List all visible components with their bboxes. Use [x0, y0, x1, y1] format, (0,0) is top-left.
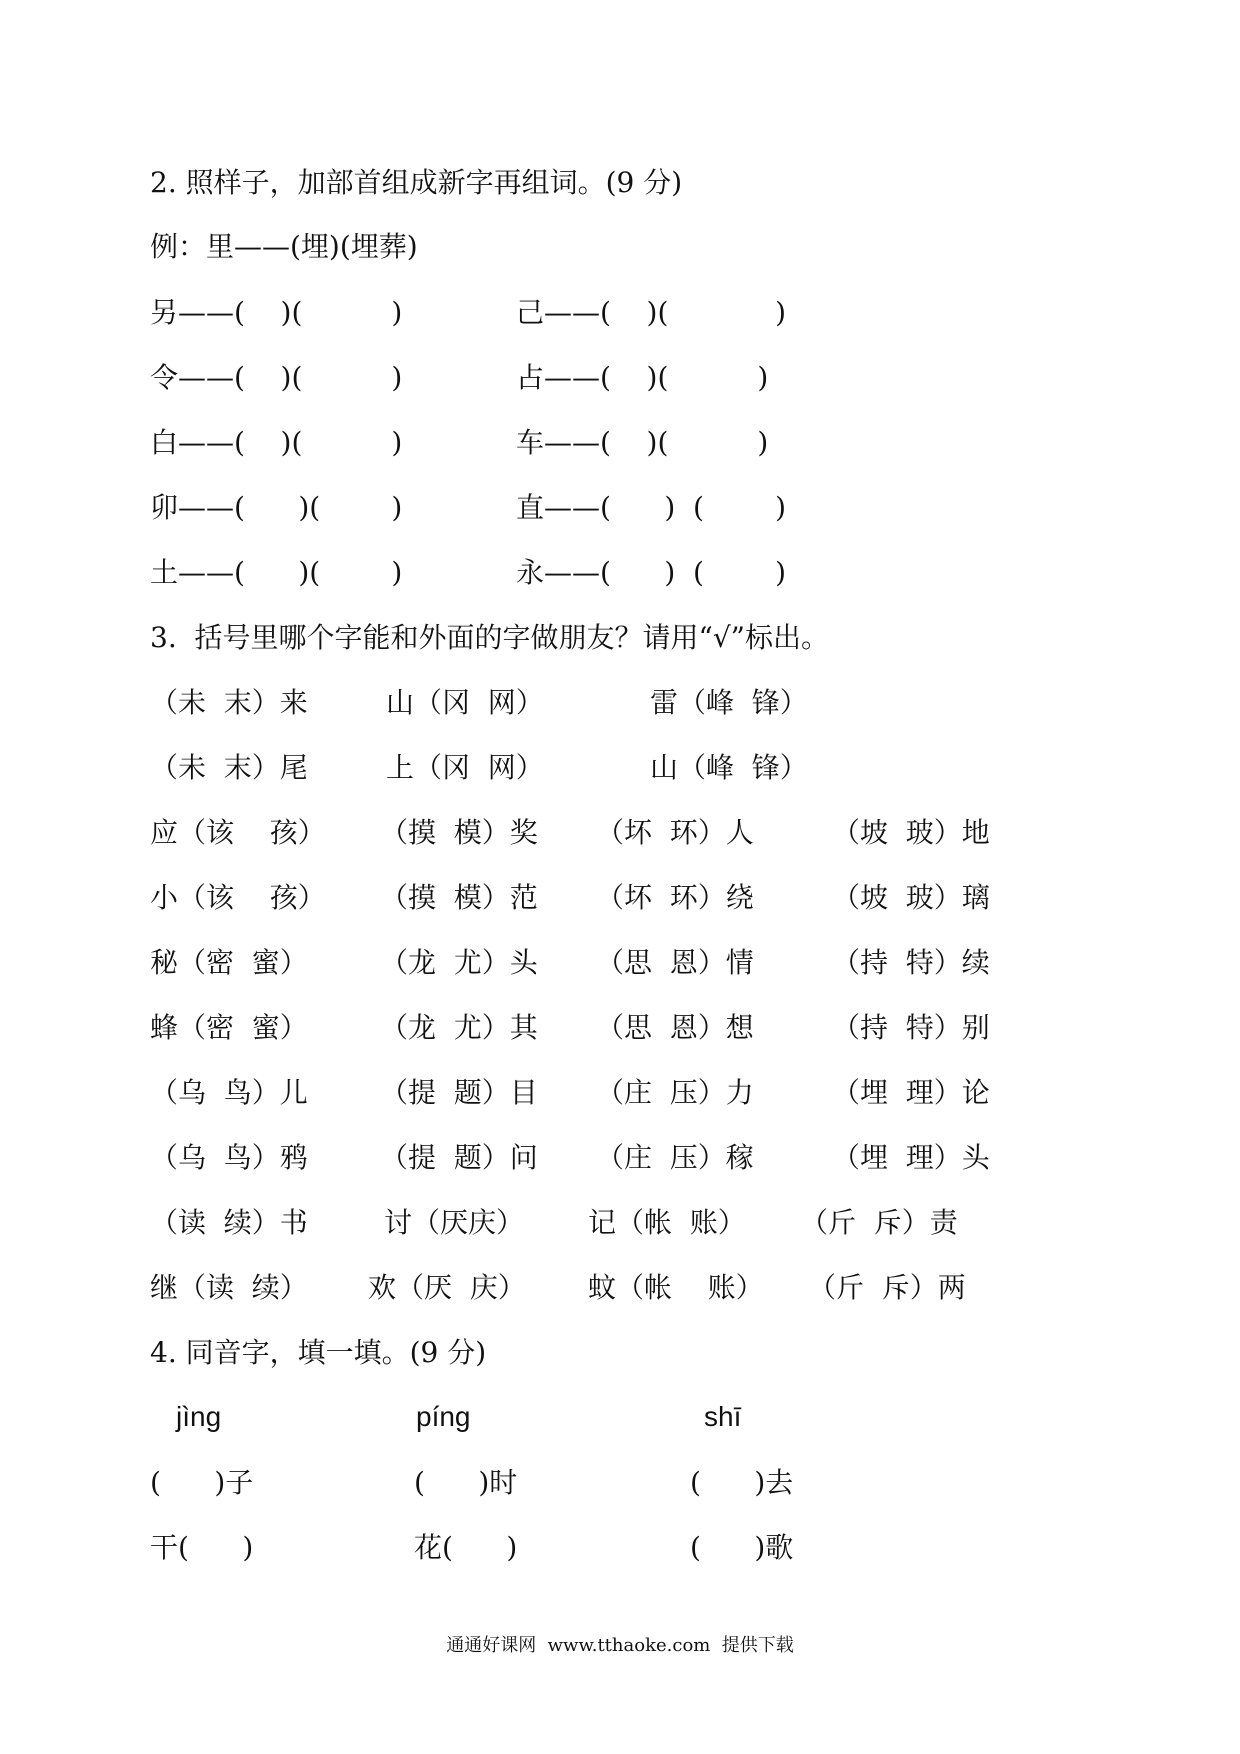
- q3-row-1-col-1: （未 末）来: [150, 686, 308, 719]
- q3-row-2-col-2: 上（冈 网）: [386, 751, 544, 784]
- q2-row-2-left: 令——( )( ): [150, 361, 403, 394]
- q3-row-9-col-1: （读 续）书: [150, 1206, 308, 1239]
- q3-row-8-col-4: （埋 理）头: [832, 1141, 990, 1174]
- q4-row-1-col-1: ( )子: [150, 1466, 254, 1499]
- q4-row-2-col-3: ( )歌: [690, 1531, 794, 1564]
- q2-row-2-right: 占——( )( ): [516, 361, 769, 394]
- q2-row-5-left: 土——( )( ): [150, 556, 403, 589]
- footer-watermark: 通通好课网 www.tthaoke.com 提供下载: [446, 1635, 794, 1656]
- q3-row-10-col-1: 继（读 续）: [150, 1271, 308, 1304]
- q3-row-1-col-3: 雷（峰 锋）: [650, 686, 808, 719]
- q3-row-8-col-3: （庄 压）稼: [596, 1141, 754, 1174]
- q3-row-2-col-1: （未 末）尾: [150, 751, 308, 784]
- q2-row-5-right: 永——( ) ( ): [516, 556, 787, 589]
- q3-row-4-col-2: （摸 模）范: [380, 881, 538, 914]
- q3-row-8-col-2: （提 题）问: [380, 1141, 538, 1174]
- q3-row-6-col-1: 蜂（密 蜜）: [150, 1011, 308, 1044]
- q2-row-1-left: 另——( )( ): [150, 296, 403, 329]
- q3-row-3-col-3: （坏 环）人: [596, 816, 754, 849]
- q3-row-10-col-4: （斤 斥）两: [808, 1271, 966, 1304]
- q2-row-3-left: 白——( )( ): [150, 426, 403, 459]
- q2-row-4-left: 卯——( )( ): [150, 491, 403, 524]
- q3-row-1-col-2: 山（冈 网）: [386, 686, 544, 719]
- q4-row-2-col-2: 花( ): [414, 1531, 518, 1564]
- q3-row-7-col-3: （庄 压）力: [596, 1076, 754, 1109]
- q3-row-4-col-1: 小（该 孩）: [150, 881, 326, 914]
- q4-pinyin-1: jìng: [176, 1401, 222, 1432]
- q3-row-6-col-4: （持 特）别: [832, 1011, 990, 1044]
- q3-row-7-col-2: （提 题）目: [380, 1076, 538, 1109]
- q3-row-10-col-3: 蚊（帐 账）: [588, 1271, 764, 1304]
- q4-row-2-col-1: 干( ): [150, 1531, 254, 1564]
- q2-row-3-right: 车——( )( ): [516, 426, 769, 459]
- q3-row-9-col-4: （斤 斥）责: [800, 1206, 958, 1239]
- q4-pinyin-2: píng: [416, 1401, 471, 1432]
- q3-row-9-col-3: 记（帐 账）: [588, 1206, 746, 1239]
- q3-row-6-col-3: （思 恩）想: [596, 1011, 754, 1044]
- q3-row-7-col-4: （埋 理）论: [832, 1076, 990, 1109]
- q4-row-1-col-2: ( )时: [414, 1466, 518, 1499]
- q3-row-5-col-4: （持 特）续: [832, 946, 990, 979]
- q3-row-10-col-2: 欢（厌 庆）: [368, 1271, 526, 1304]
- q3-row-3-col-4: （坡 玻）地: [832, 816, 990, 849]
- q3-row-9-col-2: 讨（厌庆）: [384, 1206, 525, 1239]
- q3-row-3-col-2: （摸 模）奖: [380, 816, 538, 849]
- q2-row-4-right: 直——( ) ( ): [516, 491, 787, 524]
- q3-row-8-col-1: （乌 鸟）鸦: [150, 1141, 308, 1174]
- q3-row-5-col-3: （思 恩）情: [596, 946, 754, 979]
- q3-row-4-col-3: （坏 环）绕: [596, 881, 754, 914]
- q3-row-5-col-2: （龙 尤）头: [380, 946, 538, 979]
- q3-row-4-col-4: （坡 玻）璃: [832, 881, 990, 914]
- q4-row-1-col-3: ( )去: [690, 1466, 794, 1499]
- q3-row-6-col-2: （龙 尤）其: [380, 1011, 538, 1044]
- q3-title: 3. 括号里哪个字能和外面的字做朋友？请用“√”标出。: [150, 621, 829, 654]
- q2-row-1-right: 己——( )( ): [516, 296, 787, 329]
- q3-row-2-col-3: 山（峰 锋）: [650, 751, 808, 784]
- q2-title: 2. 照样子，加部首组成新字再组词。(9 分): [150, 166, 683, 199]
- q4-pinyin-3: shī: [704, 1401, 742, 1432]
- q3-row-7-col-1: （乌 鸟）儿: [150, 1076, 308, 1109]
- q3-row-5-col-1: 秘（密 蜜）: [150, 946, 308, 979]
- q2-example: 例：里——(埋)(埋葬): [150, 230, 418, 263]
- q3-row-3-col-1: 应（该 孩）: [150, 816, 326, 849]
- q4-title: 4. 同音字，填一填。(9 分): [150, 1336, 487, 1369]
